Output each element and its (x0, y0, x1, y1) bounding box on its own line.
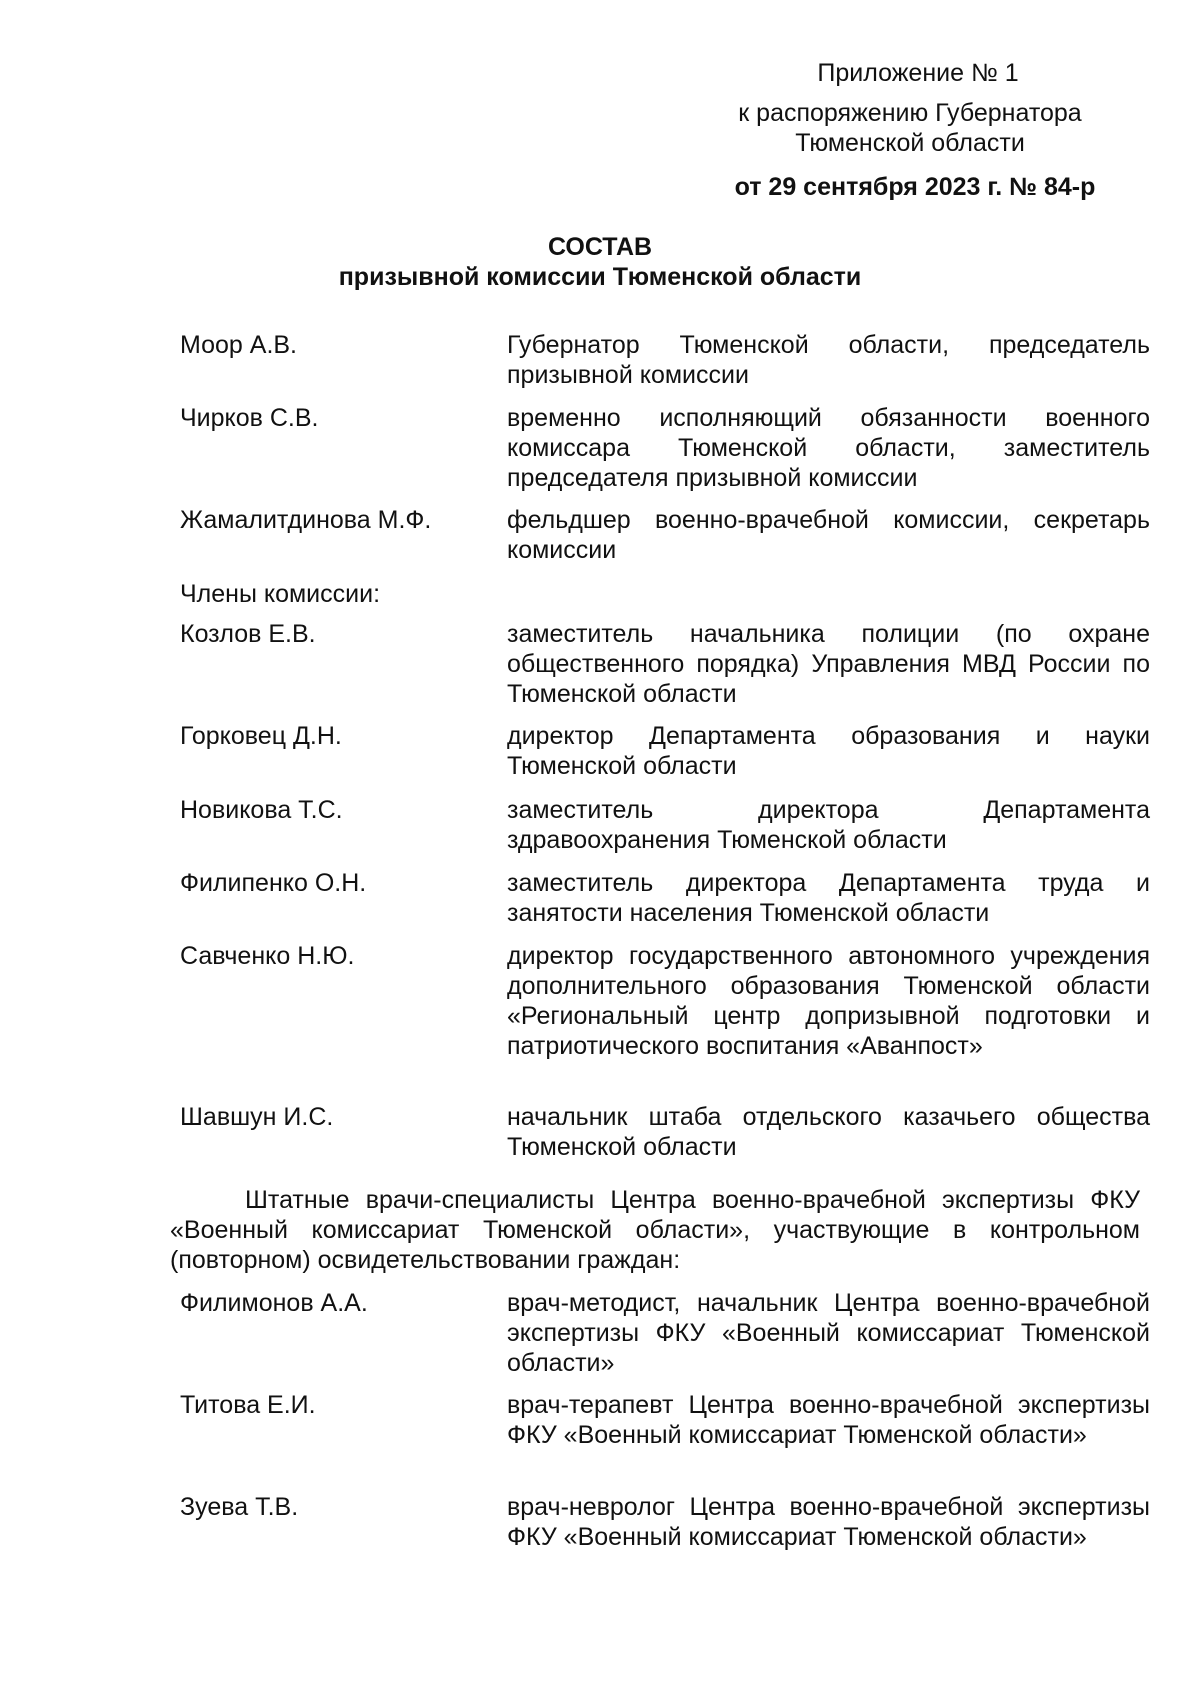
person-name: Чирков С.В. (180, 404, 319, 432)
person-name: Козлов Е.В. (180, 620, 316, 648)
person-name: Титова Е.И. (180, 1391, 316, 1419)
person-position: заместитель начальника полиции (по охране общественного порядка) Управления МВД России по Тюменской области (507, 620, 1150, 708)
appendix-label: Приложение № 1 (817, 59, 1019, 87)
appendix-date: от 29 сентября 2023 г. № 84-р (734, 173, 1096, 201)
person-name: Горковец Д.Н. (180, 722, 342, 750)
person-position: директор государственного автономного учреждения дополнительного образования Тюменской области «Региональный центр допризывной подготовки и патриотического воспитания «Аванпост» (507, 942, 1150, 1060)
person-position: Губернатор Тюменской области, председатель призывной комиссии (507, 331, 1150, 389)
person-name: Шавшун И.С. (180, 1103, 334, 1131)
person-position: заместитель директора Департамента труда и занятости населения Тюменской области (507, 869, 1150, 927)
person-position: врач-терапевт Центра военно-врачебной экспертизы ФКУ «Военный комиссариат Тюменской области» (507, 1391, 1150, 1449)
person-name: Жамалитдинова М.Ф. (180, 506, 432, 534)
person-position: временно исполняющий обязанности военного комиссара Тюменской области, заместитель председателя призывной комиссии (507, 404, 1150, 492)
person-name: Зуева Т.В. (180, 1493, 299, 1521)
person-name: Савченко Н.Ю. (180, 942, 355, 970)
person-position: врач-невролог Центра военно-врачебной экспертизы ФКУ «Военный комиссариат Тюменской области» (507, 1493, 1150, 1551)
person-position: директор Департамента образования и науки Тюменской области (507, 722, 1150, 780)
person-position: фельдшер военно-врачебной комиссии, секретарь комиссии (507, 506, 1150, 564)
members-label: Члены комиссии: (180, 580, 381, 608)
doctors-intro-paragraph: Штатные врачи-специалисты Центра военно-врачебной экспертизы ФКУ «Военный комиссариат Тюменской области», участвующие в контрольном (повторном) освидетельствовании граждан: (170, 1186, 1140, 1274)
appendix-reference: к распоряжению Губернатора Тюменской области (738, 99, 1082, 157)
person-position: врач-методист, начальник Центра военно-врачебной экспертизы ФКУ «Военный комиссариат Тюменской области» (507, 1289, 1150, 1377)
title-line-2: призывной комиссии Тюменской области (338, 263, 862, 291)
person-name: Моор А.В. (180, 331, 298, 359)
document-title (150, 232, 1050, 292)
person-name: Филипенко О.Н. (180, 869, 367, 897)
person-position: заместитель директора Департамента здравоохранения Тюменской области (507, 796, 1150, 854)
title-line-1: СОСТАВ (547, 233, 653, 261)
person-name: Филимонов А.А. (180, 1289, 368, 1317)
person-name: Новикова Т.С. (180, 796, 343, 824)
person-position: начальник штаба отдельского казачьего общества Тюменской области (507, 1103, 1150, 1161)
